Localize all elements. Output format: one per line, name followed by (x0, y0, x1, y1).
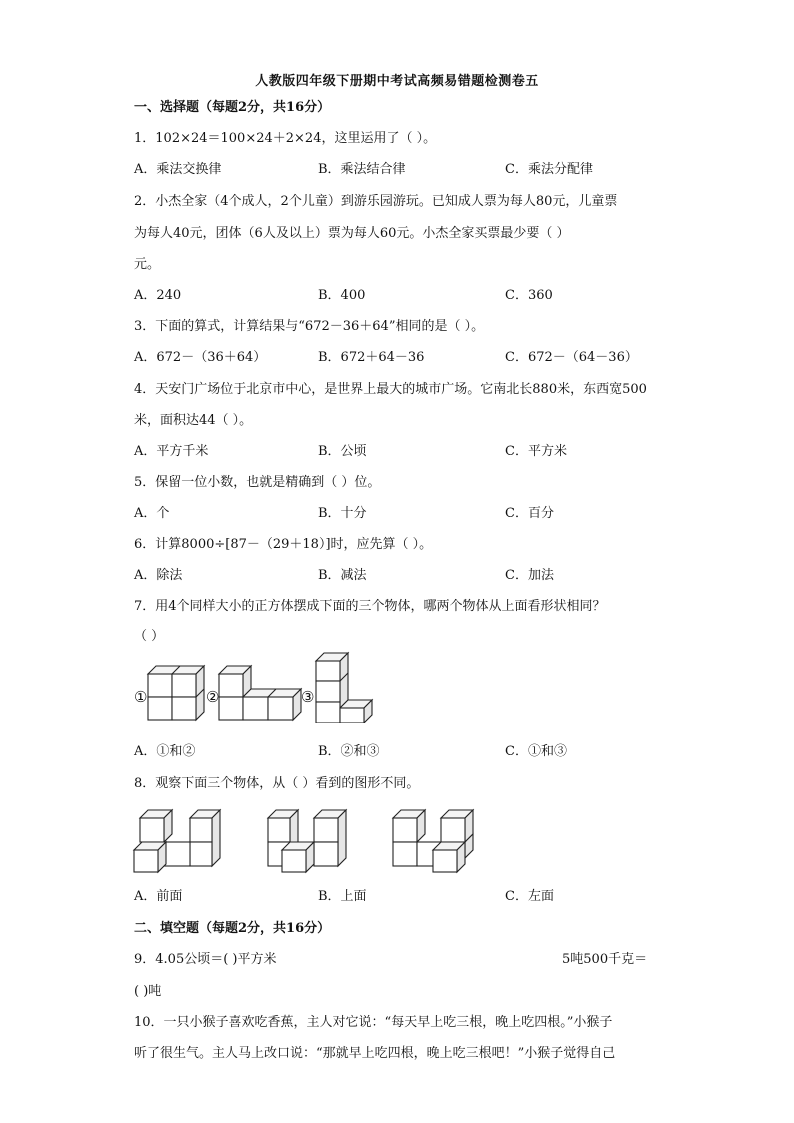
q8-option-a[interactable]: A．前面 (134, 889, 183, 904)
q1-option-c[interactable]: C．乘法分配律 (505, 162, 593, 177)
q6-option-a[interactable]: A．除法 (134, 568, 183, 583)
question-9-part-1: 9．4.05公顷＝( )平方米 (134, 952, 277, 967)
question-6: 6．计算8000÷[87－（29＋18）]时，应先算（ ）。 (134, 537, 433, 552)
q1-option-b[interactable]: B．乘法结合律 (318, 162, 406, 177)
q6-option-b[interactable]: B．减法 (318, 568, 367, 583)
q8-option-b[interactable]: B．上面 (318, 889, 367, 904)
question-2-line-2: 为每人40元，团体（6人及以上）票为每人60元。小杰全家买票最少要（ ） (134, 226, 570, 241)
cube-figure-1 (146, 664, 206, 722)
q7-option-b[interactable]: B．②和③ (318, 744, 380, 759)
q3-option-a[interactable]: A．672－（36＋64） (134, 350, 267, 365)
page-title: 人教版四年级下册期中考试高频易错题检测卷五 (255, 74, 539, 89)
cube-figure-b (264, 806, 354, 874)
q2-option-a[interactable]: A．240 (134, 288, 182, 303)
q7-option-a[interactable]: A．①和② (134, 744, 196, 759)
question-10-line-2: 听了很生气。主人马上改口说：“那就早上吃四根，晚上吃三根吧！”小猴子觉得自己 (134, 1046, 616, 1061)
figure-label-2: ② (206, 688, 220, 706)
question-8: 8．观察下面三个物体，从（ ）看到的图形不同。 (134, 776, 420, 791)
q4-option-b[interactable]: B．公顷 (318, 444, 367, 459)
q4-option-a[interactable]: A．平方千米 (134, 444, 209, 459)
q5-option-c[interactable]: C．百分 (505, 506, 554, 521)
q5-option-a[interactable]: A．个 (134, 506, 170, 521)
q3-option-c[interactable]: C．672－（64－36） (505, 350, 638, 365)
section-heading-choice: 一、选择题（每题2分，共16分） (134, 100, 331, 115)
question-7-line-1: 7．用4个同样大小的正方体摆成下面的三个物体，哪两个物体从上面看形状相同？ (134, 599, 606, 614)
cube-figure-a (132, 806, 222, 874)
q6-option-c[interactable]: C．加法 (505, 568, 554, 583)
question-9-part-2: 5吨500千克＝ (562, 952, 648, 967)
cube-figure-3 (314, 651, 374, 723)
figure-label-3: ③ (301, 688, 315, 706)
q2-option-c[interactable]: C．360 (505, 288, 553, 303)
q3-option-b[interactable]: B．672＋64－36 (318, 350, 425, 365)
question-4-line-1: 4．天安门广场位于北京市中心，是世界上最大的城市广场。它南北长880米，东西宽500 (134, 382, 647, 397)
q1-option-a[interactable]: A．乘法交换律 (134, 162, 222, 177)
cube-figure-2 (217, 664, 303, 722)
question-7-line-2: （ ） (134, 629, 165, 644)
figure-label-1: ① (134, 688, 148, 706)
question-9-part-3: ( )吨 (134, 984, 162, 999)
question-10-line-1: 10．一只小猴子喜欢吃香蕉，主人对它说：“每天早上吃三根，晚上吃四根。”小猴子 (134, 1015, 613, 1030)
q8-option-c[interactable]: C．左面 (505, 889, 554, 904)
q4-option-c[interactable]: C．平方米 (505, 444, 567, 459)
question-3: 3．下面的算式，计算结果与“672－36＋64”相同的是（ ）。 (134, 319, 485, 334)
question-2-line-3: 元。 (134, 257, 161, 272)
cube-figure-c (391, 806, 481, 874)
q2-option-b[interactable]: B．400 (318, 288, 366, 303)
question-4-line-2: 米，面积达44（ ）。 (134, 413, 253, 428)
question-1: 1．102×24＝100×24＋2×24，这里运用了（ ）。 (134, 131, 437, 146)
section-heading-fill: 二、填空题（每题2分，共16分） (134, 921, 331, 936)
question-5: 5．保留一位小数，也就是精确到（ ）位。 (134, 475, 381, 490)
q5-option-b[interactable]: B．十分 (318, 506, 367, 521)
question-2-line-1: 2．小杰全家（4个成人，2个儿童）到游乐园游玩。已知成人票为每人80元，儿童票 (134, 194, 618, 209)
q7-option-c[interactable]: C．①和③ (505, 744, 567, 759)
